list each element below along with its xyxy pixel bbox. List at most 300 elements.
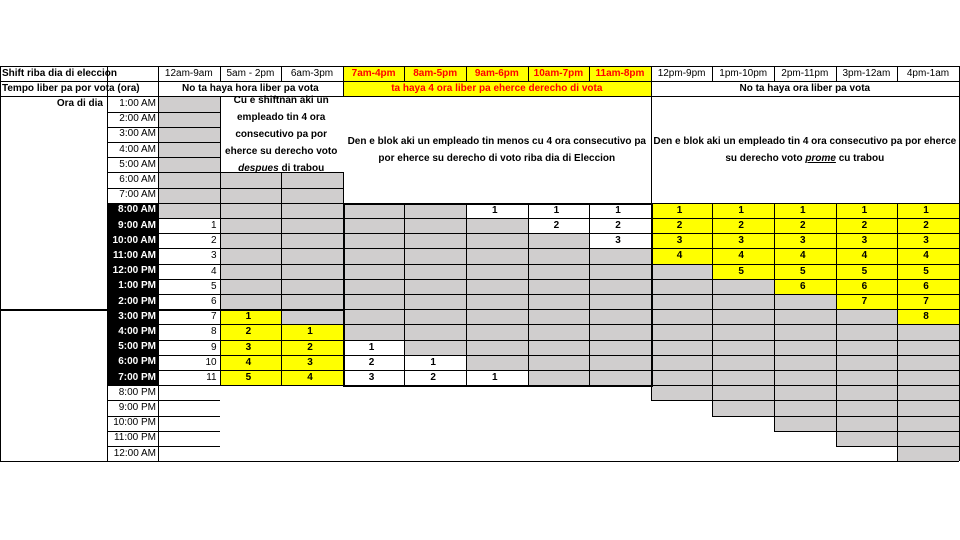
gray-cell bbox=[589, 370, 651, 385]
gray-cell bbox=[220, 233, 282, 248]
count-value: 7 bbox=[861, 296, 868, 308]
gray-cell bbox=[404, 233, 466, 248]
count-value: 2 bbox=[676, 220, 683, 232]
gray-cell bbox=[281, 233, 343, 248]
grid-line bbox=[712, 309, 774, 310]
grid-line bbox=[897, 385, 959, 386]
gray-cell bbox=[528, 294, 590, 309]
count-value: 4 bbox=[738, 250, 744, 262]
hour-label: 11:00 PM bbox=[113, 432, 156, 444]
gray-cell bbox=[897, 446, 959, 461]
gray-cell bbox=[404, 218, 466, 233]
gray-cell bbox=[712, 324, 774, 339]
gray-cell bbox=[651, 355, 713, 370]
gray-cell bbox=[774, 340, 836, 355]
gray-cell bbox=[158, 172, 220, 187]
gray-cell bbox=[712, 340, 774, 355]
count-value: 1 bbox=[430, 356, 436, 368]
left-note-text bbox=[222, 92, 341, 177]
gray-cell bbox=[466, 294, 528, 309]
hour-label: 7:00 AM bbox=[119, 189, 156, 201]
gray-cell bbox=[404, 264, 466, 279]
grid-line bbox=[836, 416, 898, 417]
grid-line bbox=[0, 461, 959, 462]
gray-cell bbox=[774, 309, 836, 324]
hour-label: 5:00 AM bbox=[119, 158, 156, 170]
grid-line bbox=[651, 279, 713, 280]
grid-line bbox=[836, 355, 898, 356]
hour-label: 5:00 PM bbox=[118, 341, 156, 353]
gray-cell bbox=[712, 355, 774, 370]
gray-cell bbox=[774, 385, 836, 400]
hour-label: 12:00 PM bbox=[112, 265, 156, 277]
gray-cell bbox=[466, 340, 528, 355]
grid-line bbox=[836, 324, 898, 325]
grid-line bbox=[712, 279, 774, 280]
count-value: 1 bbox=[923, 204, 929, 216]
gray-cell bbox=[774, 416, 836, 431]
gray-cell bbox=[281, 248, 343, 263]
grid-line bbox=[0, 66, 1, 461]
count-value: 4 bbox=[307, 372, 313, 384]
grid-line bbox=[836, 400, 898, 401]
hour-label: 7:00 PM bbox=[118, 371, 156, 383]
count-value: 3 bbox=[861, 235, 868, 247]
count-value: 1 bbox=[800, 204, 806, 216]
count-value: 3 bbox=[368, 372, 375, 384]
grid-line bbox=[651, 324, 713, 325]
count-value: 2 bbox=[245, 326, 252, 338]
group-header-left: No ta haya hora liber pa vota bbox=[182, 82, 319, 94]
grid-line bbox=[836, 309, 898, 310]
hour-label: 2:00 AM bbox=[119, 113, 156, 125]
grid-line bbox=[343, 248, 651, 249]
count-value: 2 bbox=[738, 220, 744, 232]
gray-cell bbox=[343, 218, 405, 233]
grid-line bbox=[712, 416, 774, 417]
gray-cell bbox=[158, 157, 220, 172]
shift-header: 4pm-1am bbox=[906, 67, 950, 79]
gray-cell bbox=[466, 355, 528, 370]
count-value: 4 bbox=[676, 250, 683, 262]
gray-cell bbox=[343, 279, 405, 294]
right-note-emphasis: prome bbox=[805, 152, 836, 164]
gray-cell bbox=[466, 248, 528, 263]
grid-line bbox=[158, 416, 220, 417]
hour-label: 4:00 AM bbox=[119, 143, 156, 155]
shift-header: 2pm-11pm bbox=[781, 67, 829, 79]
left-note-emphasis: despues bbox=[238, 162, 279, 174]
count-value: 1 bbox=[553, 204, 560, 216]
gray-cell bbox=[897, 431, 959, 446]
count-value: 6 bbox=[923, 280, 929, 292]
grid-line bbox=[774, 309, 836, 310]
gray-cell bbox=[220, 203, 282, 218]
count-value: 1 bbox=[211, 220, 217, 232]
grid-line bbox=[712, 355, 774, 356]
count-value: 1 bbox=[492, 204, 498, 216]
count-value: 1 bbox=[615, 204, 621, 216]
grid-line bbox=[343, 324, 651, 325]
hour-label: 3:00 PM bbox=[118, 310, 156, 322]
gray-cell bbox=[589, 279, 651, 294]
count-value: 1 bbox=[307, 326, 313, 338]
left-note-line: Cu e shiftnan aki un empleado tin 4 ora consecutivo pa por eherce su derecho voto bbox=[225, 94, 338, 157]
gray-cell bbox=[774, 294, 836, 309]
gray-cell bbox=[651, 370, 713, 385]
gray-cell bbox=[836, 385, 898, 400]
grid-line bbox=[651, 96, 652, 202]
gray-cell bbox=[220, 264, 282, 279]
gray-cell bbox=[712, 400, 774, 415]
grid-line bbox=[774, 355, 836, 356]
shift-header: 9am-6pm bbox=[474, 67, 519, 79]
gray-cell bbox=[404, 309, 466, 324]
count-value: 3 bbox=[615, 235, 621, 247]
middle-note bbox=[345, 96, 649, 202]
shift-header: 12pm-9pm bbox=[657, 67, 706, 79]
count-value: 5 bbox=[800, 265, 806, 277]
gray-cell bbox=[158, 127, 220, 142]
gray-cell bbox=[528, 248, 590, 263]
gray-cell bbox=[774, 355, 836, 370]
count-value: 5 bbox=[738, 265, 744, 277]
shift-header: 8am-5pm bbox=[413, 67, 458, 79]
count-value: 5 bbox=[211, 280, 217, 292]
count-value: 8 bbox=[923, 311, 929, 323]
gray-cell bbox=[220, 248, 282, 263]
grid-line bbox=[651, 355, 713, 356]
hour-label: 12:00 AM bbox=[113, 447, 156, 459]
count-value: 11 bbox=[206, 372, 217, 384]
hour-label: 4:00 PM bbox=[118, 325, 156, 337]
shift-header: 12am-9am bbox=[164, 67, 213, 79]
count-value: 8 bbox=[211, 326, 217, 338]
gray-cell bbox=[404, 294, 466, 309]
gray-cell bbox=[404, 340, 466, 355]
gray-cell bbox=[836, 324, 898, 339]
right-note-text bbox=[653, 133, 957, 167]
count-value: 3 bbox=[800, 235, 806, 247]
hour-label: 8:00 PM bbox=[118, 386, 156, 398]
count-value: 6 bbox=[211, 296, 217, 308]
count-value: 2 bbox=[430, 372, 436, 384]
grid-line bbox=[897, 416, 959, 417]
gray-cell bbox=[836, 416, 898, 431]
grid-line bbox=[836, 340, 898, 341]
hour-label: 9:00 PM bbox=[118, 401, 156, 413]
grid-line bbox=[651, 309, 713, 310]
shift-header: 11am-8pm bbox=[595, 67, 645, 79]
grid-line bbox=[712, 324, 774, 325]
grid-line bbox=[651, 340, 713, 341]
grid-line bbox=[158, 172, 220, 173]
grid-line bbox=[343, 294, 651, 295]
shift-row-label: Shift riba dia di eleccion bbox=[2, 67, 118, 79]
gray-cell bbox=[343, 264, 405, 279]
count-value: 6 bbox=[800, 280, 806, 292]
gray-cell bbox=[897, 370, 959, 385]
hour-label: 10:00 PM bbox=[113, 417, 156, 429]
gray-cell bbox=[651, 324, 713, 339]
gray-cell bbox=[281, 188, 343, 203]
count-value: 3 bbox=[211, 250, 217, 262]
shift-header: 1pm-10pm bbox=[719, 67, 768, 79]
group-header-right: No ta haya ora liber pa vota bbox=[739, 82, 871, 94]
grid-line bbox=[836, 446, 898, 447]
shift-header: 5am - 2pm bbox=[226, 67, 275, 79]
gray-cell bbox=[712, 370, 774, 385]
count-value: 1 bbox=[492, 372, 498, 384]
count-value: 6 bbox=[861, 280, 868, 292]
gray-cell bbox=[528, 324, 590, 339]
gray-cell bbox=[158, 188, 220, 203]
gray-cell bbox=[528, 340, 590, 355]
grid-line bbox=[774, 294, 836, 295]
gray-cell bbox=[281, 279, 343, 294]
count-value: 5 bbox=[923, 265, 929, 277]
gray-cell bbox=[158, 203, 220, 218]
left-note bbox=[222, 96, 341, 172]
count-value: 1 bbox=[245, 311, 252, 323]
hour-label: 6:00 PM bbox=[118, 356, 156, 368]
grid-line bbox=[158, 400, 220, 401]
gray-cell bbox=[343, 324, 405, 339]
gray-cell bbox=[836, 309, 898, 324]
gray-cell bbox=[836, 431, 898, 446]
count-value: 2 bbox=[307, 341, 313, 353]
gray-cell bbox=[528, 309, 590, 324]
count-value: 2 bbox=[615, 220, 621, 232]
gray-cell bbox=[897, 400, 959, 415]
gray-cell bbox=[281, 294, 343, 309]
gray-cell bbox=[712, 294, 774, 309]
gray-cell bbox=[343, 309, 405, 324]
gray-cell bbox=[897, 385, 959, 400]
grid-line bbox=[343, 309, 651, 310]
thick-border bbox=[343, 385, 651, 387]
count-value: 4 bbox=[800, 250, 806, 262]
grid-line bbox=[712, 400, 774, 401]
gray-cell bbox=[589, 340, 651, 355]
grid-line bbox=[651, 385, 713, 386]
hour-row-label: Ora di dia bbox=[56, 97, 103, 109]
grid-line bbox=[836, 431, 898, 432]
gray-cell bbox=[343, 233, 405, 248]
grid-line bbox=[712, 370, 774, 371]
gray-cell bbox=[343, 294, 405, 309]
hour-label: 9:00 AM bbox=[118, 219, 156, 231]
count-value: 5 bbox=[861, 265, 868, 277]
middle-note-line: Den e blok aki un empleado tin menos cu 4 ora consecutivo pa por eherce su derecho di voto riba dia di Eleccion bbox=[347, 135, 646, 164]
grid-line bbox=[466, 203, 467, 385]
gray-cell bbox=[651, 340, 713, 355]
hour-label: 2:00 PM bbox=[118, 295, 156, 307]
grid-line bbox=[158, 157, 220, 158]
gray-cell bbox=[589, 309, 651, 324]
shift-header: 10am-7pm bbox=[533, 67, 584, 79]
gray-cell bbox=[158, 112, 220, 127]
grid-line bbox=[158, 112, 220, 113]
count-value: 7 bbox=[923, 296, 929, 308]
tempo-row-label: Tempo liber pa por vota (ora) bbox=[2, 82, 140, 94]
count-value: 3 bbox=[676, 235, 683, 247]
count-value: 1 bbox=[738, 204, 744, 216]
count-value: 3 bbox=[307, 356, 313, 368]
gray-cell bbox=[466, 279, 528, 294]
grid-line bbox=[897, 370, 959, 371]
count-value: 4 bbox=[211, 265, 217, 277]
gray-cell bbox=[651, 294, 713, 309]
grid-line bbox=[158, 203, 220, 204]
count-value: 3 bbox=[245, 341, 252, 353]
grid-line bbox=[343, 264, 651, 265]
right-note bbox=[653, 96, 957, 202]
grid-line bbox=[651, 400, 713, 401]
gray-cell bbox=[466, 324, 528, 339]
gray-cell bbox=[651, 309, 713, 324]
gray-cell bbox=[897, 355, 959, 370]
gray-cell bbox=[404, 248, 466, 263]
grid-line bbox=[158, 96, 220, 97]
grid-line bbox=[897, 340, 959, 341]
grid-line bbox=[158, 431, 220, 432]
gray-cell bbox=[589, 355, 651, 370]
gray-cell bbox=[466, 309, 528, 324]
gray-cell bbox=[589, 294, 651, 309]
gray-cell bbox=[343, 203, 405, 218]
count-value: 9 bbox=[211, 341, 217, 353]
grid-line bbox=[774, 370, 836, 371]
gray-cell bbox=[281, 203, 343, 218]
count-value: 1 bbox=[676, 204, 683, 216]
gray-cell bbox=[836, 370, 898, 385]
right-note-line: Den e blok aki un empleado tin 4 ora consecutivo pa por eherce su derecho voto bbox=[653, 135, 957, 164]
grid-line bbox=[343, 279, 651, 280]
count-value: 3 bbox=[923, 235, 929, 247]
grid-line bbox=[158, 142, 220, 143]
hour-label: 8:00 AM bbox=[118, 204, 156, 216]
grid-line bbox=[774, 385, 836, 386]
gray-cell bbox=[651, 385, 713, 400]
hour-label: 1:00 PM bbox=[118, 280, 156, 292]
count-value: 2 bbox=[923, 220, 929, 232]
gray-cell bbox=[220, 218, 282, 233]
gray-cell bbox=[774, 370, 836, 385]
hour-label: 1:00 AM bbox=[119, 97, 156, 109]
shift-header: 3pm-12am bbox=[842, 67, 891, 79]
gray-cell bbox=[712, 385, 774, 400]
grid-line bbox=[897, 355, 959, 356]
gray-cell bbox=[466, 218, 528, 233]
count-value: 5 bbox=[245, 372, 252, 384]
grid-line bbox=[158, 188, 220, 189]
grid-line bbox=[712, 294, 774, 295]
count-value: 4 bbox=[861, 250, 868, 262]
count-value: 1 bbox=[368, 341, 375, 353]
gray-cell bbox=[466, 264, 528, 279]
count-value: 2 bbox=[211, 235, 217, 247]
count-value: 2 bbox=[553, 220, 560, 232]
grid-line bbox=[220, 385, 343, 386]
grid-line bbox=[712, 385, 774, 386]
gray-cell bbox=[528, 355, 590, 370]
grid-line bbox=[897, 400, 959, 401]
grid-line bbox=[897, 324, 959, 325]
gray-cell bbox=[897, 340, 959, 355]
grid-line bbox=[897, 431, 959, 432]
grid-line bbox=[158, 385, 220, 386]
gray-cell bbox=[343, 248, 405, 263]
grid-line bbox=[774, 340, 836, 341]
count-value: 1 bbox=[861, 204, 868, 216]
shift-header: 7am-4pm bbox=[351, 67, 396, 79]
gray-cell bbox=[836, 340, 898, 355]
grid-line bbox=[651, 370, 713, 371]
count-value: 2 bbox=[800, 220, 806, 232]
grid-line bbox=[158, 127, 220, 128]
gray-cell bbox=[220, 294, 282, 309]
gray-cell bbox=[220, 188, 282, 203]
grid-line bbox=[158, 446, 220, 447]
right-note-tail: cu trabou bbox=[838, 152, 885, 164]
gray-cell bbox=[774, 324, 836, 339]
gray-cell bbox=[158, 142, 220, 157]
count-value: 4 bbox=[923, 250, 929, 262]
grid-line bbox=[774, 431, 836, 432]
gray-cell bbox=[281, 218, 343, 233]
gray-cell bbox=[589, 324, 651, 339]
gray-cell bbox=[404, 279, 466, 294]
gray-cell bbox=[220, 279, 282, 294]
count-value: 10 bbox=[205, 356, 217, 368]
hour-label: 10:00 AM bbox=[112, 234, 156, 246]
gray-cell bbox=[712, 279, 774, 294]
gray-cell bbox=[589, 264, 651, 279]
gray-cell bbox=[281, 309, 343, 324]
grid-line bbox=[712, 340, 774, 341]
gray-cell bbox=[651, 279, 713, 294]
gray-cell bbox=[897, 324, 959, 339]
gray-cell bbox=[836, 400, 898, 415]
gray-cell bbox=[528, 264, 590, 279]
gray-cell bbox=[404, 324, 466, 339]
grid-line bbox=[774, 400, 836, 401]
grid-line bbox=[897, 446, 959, 447]
count-value: 2 bbox=[368, 356, 375, 368]
shift-header: 6am-3pm bbox=[290, 67, 334, 79]
left-note-tail: di trabou bbox=[281, 162, 325, 174]
group-header-middle: ta haya 4 ora liber pa eherce derecho di vota bbox=[391, 82, 603, 94]
gray-cell bbox=[836, 355, 898, 370]
grid-line bbox=[774, 324, 836, 325]
gray-cell bbox=[528, 370, 590, 385]
hour-label: 6:00 AM bbox=[119, 173, 156, 185]
gray-cell bbox=[528, 233, 590, 248]
middle-note-text bbox=[345, 133, 649, 167]
gray-cell bbox=[158, 96, 220, 111]
count-value: 4 bbox=[245, 356, 252, 368]
hour-label: 11:00 AM bbox=[113, 249, 156, 261]
gray-cell bbox=[651, 264, 713, 279]
count-value: 2 bbox=[861, 220, 868, 232]
grid-line bbox=[774, 416, 836, 417]
gray-cell bbox=[589, 248, 651, 263]
gray-cell bbox=[712, 309, 774, 324]
count-value: 3 bbox=[738, 235, 744, 247]
grid-line bbox=[836, 385, 898, 386]
gray-cell bbox=[528, 279, 590, 294]
